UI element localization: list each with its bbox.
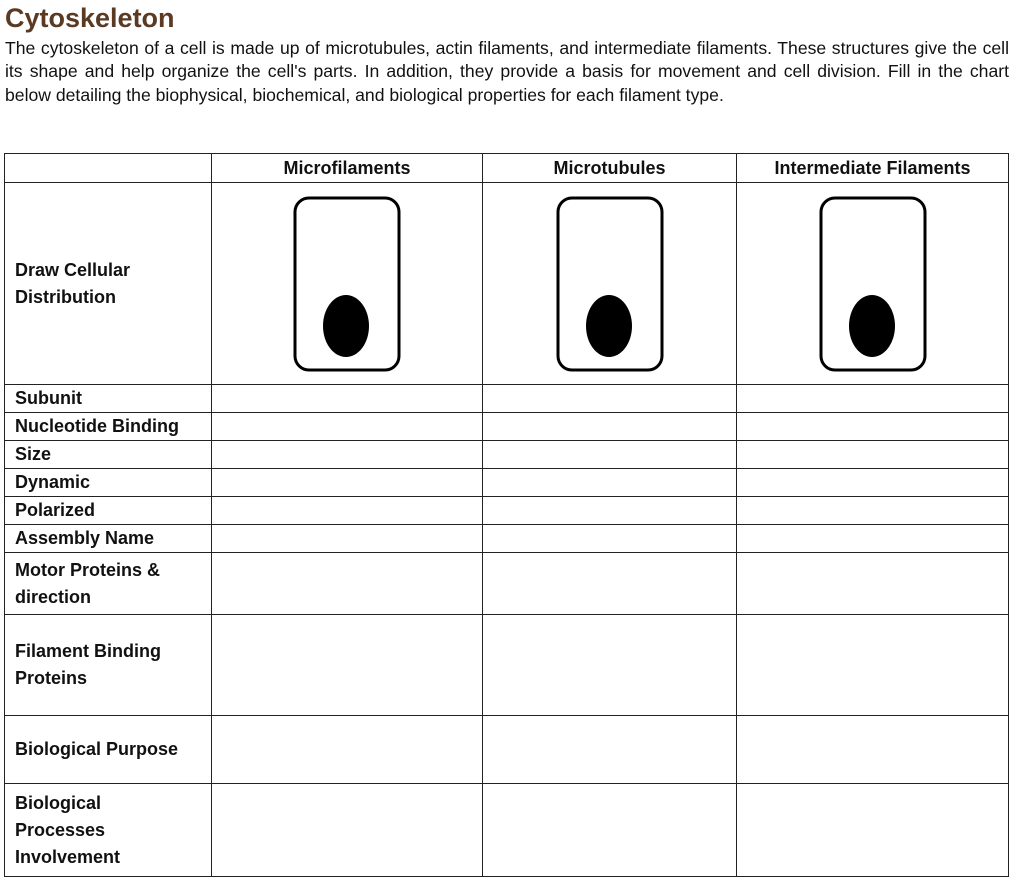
answer-cell[interactable]	[483, 716, 737, 784]
row-label-motor-proteins: Motor Proteins & direction	[5, 553, 212, 615]
intro-paragraph: The cytoskeleton of a cell is made up of microtubules, actin filaments, and intermediate filaments. These structures give the cell its shape and help organize the cell's parts. In addition, they provide a basis for movement and cell division. Fill in the chart below detailing the biophysical, biochemical, and biological properties for each filament type.	[5, 38, 1009, 105]
table-row	[5, 784, 1009, 877]
answer-cell[interactable]	[737, 413, 1009, 441]
column-header-microtubules: Microtubules	[483, 154, 737, 183]
table-row	[5, 553, 1009, 615]
table-row	[5, 469, 1009, 497]
drawing-cell-intermediate-filaments[interactable]	[737, 183, 1009, 385]
table-row	[5, 413, 1009, 441]
table-row	[5, 716, 1009, 784]
row-label-cellular-distribution: Draw Cellular Distribution	[5, 183, 212, 385]
answer-cell[interactable]	[737, 553, 1009, 615]
nucleus-shape	[849, 295, 895, 357]
header-row	[5, 154, 1009, 183]
answer-cell[interactable]	[737, 784, 1009, 877]
cell-outline-drawing	[293, 196, 401, 372]
answer-cell[interactable]	[483, 385, 737, 413]
corner-cell	[5, 154, 212, 183]
row-label-size: Size	[5, 441, 212, 469]
properties-chart	[4, 153, 1009, 877]
answer-cell[interactable]	[737, 716, 1009, 784]
row-label-filament-binding-proteins: Filament Binding Proteins	[5, 615, 212, 716]
column-header-intermediate-filaments: Intermediate Filaments	[737, 154, 1009, 183]
answer-cell[interactable]	[737, 385, 1009, 413]
answer-cell[interactable]	[737, 525, 1009, 553]
answer-cell[interactable]	[212, 469, 483, 497]
answer-cell[interactable]	[483, 784, 737, 877]
table-row	[5, 497, 1009, 525]
column-header-microfilaments: Microfilaments	[212, 154, 483, 183]
answer-cell[interactable]	[212, 413, 483, 441]
row-label-assembly-name: Assembly Name	[5, 525, 212, 553]
table-row	[5, 525, 1009, 553]
answer-cell[interactable]	[212, 615, 483, 716]
answer-cell[interactable]	[483, 441, 737, 469]
answer-cell[interactable]	[212, 784, 483, 877]
answer-cell[interactable]	[483, 497, 737, 525]
answer-cell[interactable]	[212, 525, 483, 553]
answer-cell[interactable]	[212, 385, 483, 413]
answer-cell[interactable]	[483, 525, 737, 553]
row-label-biological-processes: Biological Processes Involvement	[5, 784, 212, 877]
answer-cell[interactable]	[483, 615, 737, 716]
row-label-nucleotide-binding: Nucleotide Binding	[5, 413, 212, 441]
page-title: Cytoskeleton	[5, 3, 175, 33]
row-label-dynamic: Dynamic	[5, 469, 212, 497]
nucleus-shape	[323, 295, 369, 357]
answer-cell[interactable]	[212, 441, 483, 469]
answer-cell[interactable]	[212, 553, 483, 615]
row-label-subunit: Subunit	[5, 385, 212, 413]
drawing-cell-microfilaments[interactable]	[212, 183, 483, 385]
table-row	[5, 615, 1009, 716]
answer-cell[interactable]	[483, 413, 737, 441]
cell-outline-drawing	[556, 196, 664, 372]
answer-cell[interactable]	[483, 469, 737, 497]
answer-cell[interactable]	[737, 497, 1009, 525]
drawing-cell-microtubules[interactable]	[483, 183, 737, 385]
answer-cell[interactable]	[737, 469, 1009, 497]
cell-outline-drawing	[819, 196, 927, 372]
row-label-biological-purpose: Biological Purpose	[5, 716, 212, 784]
answer-cell[interactable]	[737, 441, 1009, 469]
answer-cell[interactable]	[737, 615, 1009, 716]
answer-cell[interactable]	[483, 553, 737, 615]
table-row	[5, 385, 1009, 413]
nucleus-shape	[586, 295, 632, 357]
answer-cell[interactable]	[212, 716, 483, 784]
row-label-polarized: Polarized	[5, 497, 212, 525]
answer-cell[interactable]	[212, 497, 483, 525]
table-row	[5, 183, 1009, 385]
table-row	[5, 441, 1009, 469]
